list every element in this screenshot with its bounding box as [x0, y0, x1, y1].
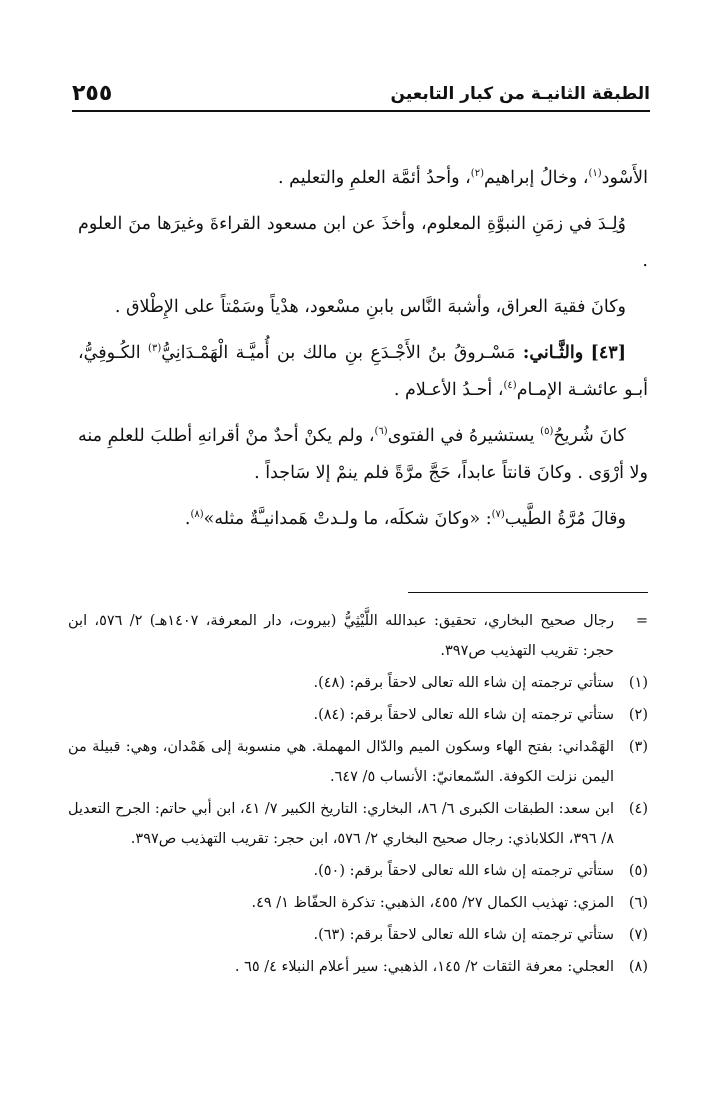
footnote-2: (٢) ستأتي ترجمته إن شاء الله تعالى لاحقاً برقم: (٨٤). [313, 707, 648, 723]
footnote-4: (٤) ابن سعد: الطبقات الكبرى ٦/ ٨٦، البخاري: التاريخ الكبير ٧/ ٤١، ابن أبي حاتم: الجرح التعديل ٨/ ٣٩٦، الكلاباذي: رجال صحيح البخاري ٢/ ٥٧٦، ابن حجر: تقريب التهذيب ص٣٩٧. [68, 801, 648, 847]
footnote-ref-6: (٦) [374, 426, 388, 438]
paragraph-6: وقالَ مُرَّةُ الطَّيب$^{(٧)}$: «وكانَ شكلَه، ما ولـدتْ هَمدانيـَّةٌ مثله»$^{(٨)}$. [184, 509, 626, 529]
entry-number: [٤٣] [590, 343, 626, 363]
paragraph-2: وُلِـدَ في زمَنِ النبوَّةِ المعلوم، وأخذَ عن ابن مسعود القراءةَ وغيرَها منَ العلوم . [78, 214, 648, 271]
footnote-separator [408, 592, 648, 593]
footnotes [68, 606, 648, 984]
footnote-5: (٥) ستأتي ترجمته إن شاء الله تعالى لاحقاً برقم: (٥٠). [313, 863, 648, 879]
body-text [78, 160, 648, 547]
footnote-3: (٣) الهَمْداني: بفتح الهاء وسكون الميم والدّال المهملة. هي منسوبة إلى هَمْدان، وهي: قبيلة من اليمن نزلت الكوفة. السّمعانيّ: الأنساب ٥/ ٦٤٧. [68, 739, 648, 785]
paragraph-3: وكانَ فقيهَ العراق، وأشبهَ النَّاس بابنِ مسْعود، هدْياً وسَمْتاً على الإِطْلاق . [114, 297, 626, 317]
running-title: الطبقة الثانيـة من كبار التابعين [390, 84, 650, 104]
footnote-ref-2: (٢) [470, 168, 484, 180]
entry-name: مَسْـروقُ بنُ الأَجْـدَعِ بنِ مالك بن أُميَّـة الْهَمْـدَانِيُّ [161, 343, 516, 363]
paragraph-5: كانَ شُريحُ$^{(٥)}$ يستشيرهُ في الفتوى$^{(٦)}$، ولم يكنْ أحدٌ منْ أقرانهِ أطلبَ للعلمِ منه ولا أرْوَى . وكانَ قانتاً عابداً، حَجَّ مرَّةً فلم ينمْ إلا سَاجداً . [78, 426, 648, 483]
footnote-ref-3: (٣) [148, 343, 162, 355]
footnote-8: (٨) العجلي: معرفة الثقات ٢/ ١٤٥، الذهبي: سير أعلام النبلاء ٤/ ٦٥ . [234, 959, 648, 975]
footnote-6: (٦) المزي: تهذيب الكمال ٢٧/ ٤٥٥، الذهبي: تذكرة الحفّاظ ١/ ٤٩. [251, 895, 648, 911]
entry-label: والثَّـاني: [522, 343, 584, 363]
footnote-7: (٧) ستأتي ترجمته إن شاء الله تعالى لاحقاً برقم: (٦٣). [313, 927, 648, 943]
paragraph-1: الأَسْود$^{(١)}$، وخالُ إبراهيم$^{(٢)}$، وأحدُ أئمَّة العلمِ والتعليم . [278, 168, 648, 188]
footnote-ref-1: (١) [588, 168, 602, 180]
page-number: ٢٥٥ [72, 81, 113, 106]
footnote-ref-4: (٤) [503, 380, 517, 392]
footnote-ref-7: (٧) [491, 509, 505, 521]
footnote-ref-5: (٥) [540, 426, 554, 438]
footnote-1: (١) ستأتي ترجمته إن شاء الله تعالى لاحقاً برقم: (٤٨). [313, 675, 648, 691]
entry-43: [٤٣] والثَّـاني: مَسْـروقُ بنُ الأَجْـدَعِ بنِ مالك بن أُميَّـة الْهَمْـدَانِيُّ$^{(٣)}$ الكُـوفِيُّ، أبـو عائشـة الإمـام$^{(٤)}$، أحـدُ الأعـلام . [78, 343, 648, 400]
footnote-ref-8: (٨) [190, 509, 204, 521]
page-header [72, 76, 650, 112]
footnote-continued: = رجال صحيح البخاري، تحقيق: عبدالله اللَّيْثِيُّ (بيروت، دار المعرفة، ١٤٠٧هـ) ٢/ ٥٧٦، ابن حجر: تقريب التهذيب ص٣٩٧. [68, 613, 648, 659]
